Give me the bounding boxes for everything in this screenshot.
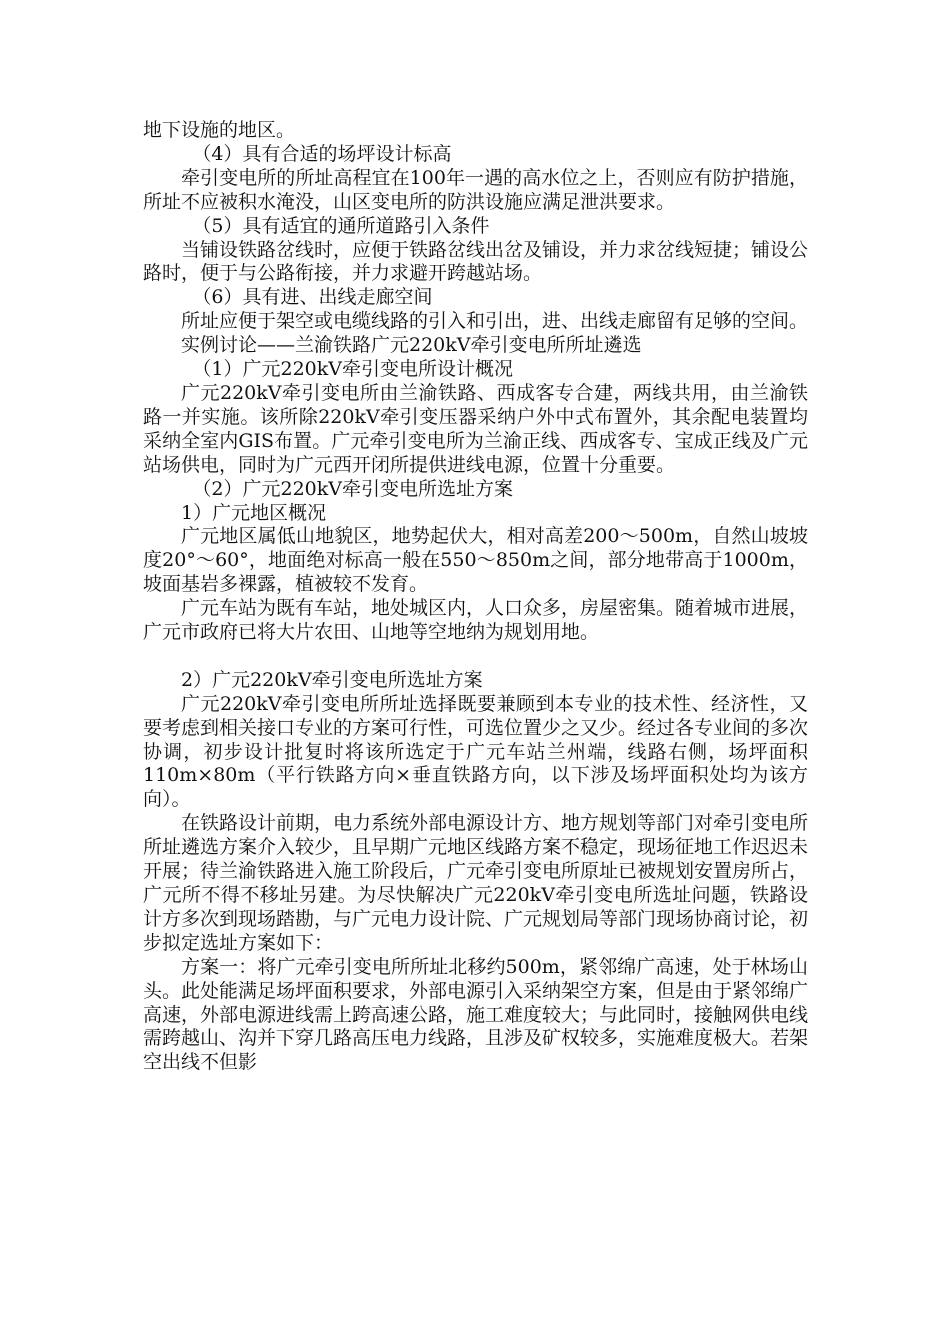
paragraph: 广元车站为既有车站，地处城区内，人口众多，房屋密集。随着城市进展，广元市政府已将大片农田、山地等空地纳为规划用地。 — [143, 597, 809, 644]
paragraph: 牵引变电所的所址高程宜在100年一遇的高水位之上，否则应有防护措施，所址不应被积水淹没，山区变电所的防洪设施应满足泄洪要求。 — [143, 166, 808, 213]
body-text — [143, 119, 808, 1075]
item-heading-1: 1）广元地区概况 — [181, 501, 327, 524]
paragraph: 方案一：将广元牵引变电所所址北移约500m，紧邻绵广高速，处于林场山头。此处能满足场坪面积要求，外部电源引入采纳架空方案，但是由于紧邻绵广高速，外部电源进线需上跨高速公路，施工难度较大；与此同时，接触网供电线需跨越山、沟并下穿几路高压电力线路，且涉及矿权较多，实施难度极大。若架空出线不但影 — [143, 955, 809, 1074]
section-heading-4: （4）具有合适的场坪设计标高 — [192, 142, 452, 165]
paragraph-continuation: 地下设施的地区。 — [143, 119, 296, 141]
paragraph: 当铺设铁路岔线时，应便于铁路岔线出岔及铺设，并力求岔线短捷；铺设公路时，便于与公路衔接，并力求避开跨越站场。 — [143, 238, 809, 285]
blank-line — [143, 645, 808, 669]
section-heading-6: （6）具有进、出线走廊空间 — [192, 286, 433, 309]
paragraph: 广元地区属低山地貌区，地势起伏大，相对高差200～500m，自然山坡坡度20°～60°，地面绝对标高一般在550～850m之间，部分地带高于1000m，坡面基岩多裸露，植被较不发育。 — [143, 525, 808, 596]
paragraph: 所址应便于架空或电缆线路的引入和引出，进、出线走廊留有足够的空间。 — [181, 310, 809, 333]
case-study-heading: 实例讨论——兰渝铁路广元220kV牵引变电所所址遴选 — [181, 334, 642, 357]
paragraph: 广元220kV牵引变电所由兰渝铁路、西成客专合建，两线共用，由兰渝铁路一并实施。该所除220kV牵引变压器采纳户外中式布置外，其余配电装置均采纳全室内GIS布置。广元牵引变电所为兰渝正线、西成客专、宝成正线及广元站场供电，同时为广元西开闭所提供进线电源，位置十分重要。 — [143, 381, 808, 476]
paragraph: 广元220kV牵引变电所所址选择既要兼顾到本专业的技术性、经济性，又要考虑到相关接口专业的方案可行性，可选位置少之又少。经过各专业间的多次协调，初步设计批复时将该所选定于广元车站兰州端，线路右侧，场坪面积110m×80m（平行铁路方向×垂直铁路方向，以下涉及场坪面积处均为该方向）。 — [143, 692, 809, 811]
subsection-heading-2: （2）广元220kV牵引变电所选址方案 — [192, 477, 513, 500]
section-heading-5: （5）具有适宜的通所道路引入条件 — [192, 214, 490, 237]
paragraph: 在铁路设计前期，电力系统外部电源设计方、地方规划等部门对牵引变电所所址遴选方案介入较少，且早期广元地区线路方案不稳定，现场征地工作迟迟未开展；待兰渝铁路进入施工阶段后，广元牵引变电所原址已被规划安置房所占，广元所不得不移址另建。为尽快解决广元220kV牵引变电所选址问题，铁路设计方多次到现场踏勘，与广元电力设计院、广元规划局等部门现场协商讨论，初步拟定选址方案如下： — [143, 812, 809, 954]
item-heading-2: 2）广元220kV牵引变电所选址方案 — [181, 668, 483, 691]
subsection-heading-1: （1）广元220kV牵引变电所设计概况 — [192, 358, 513, 381]
